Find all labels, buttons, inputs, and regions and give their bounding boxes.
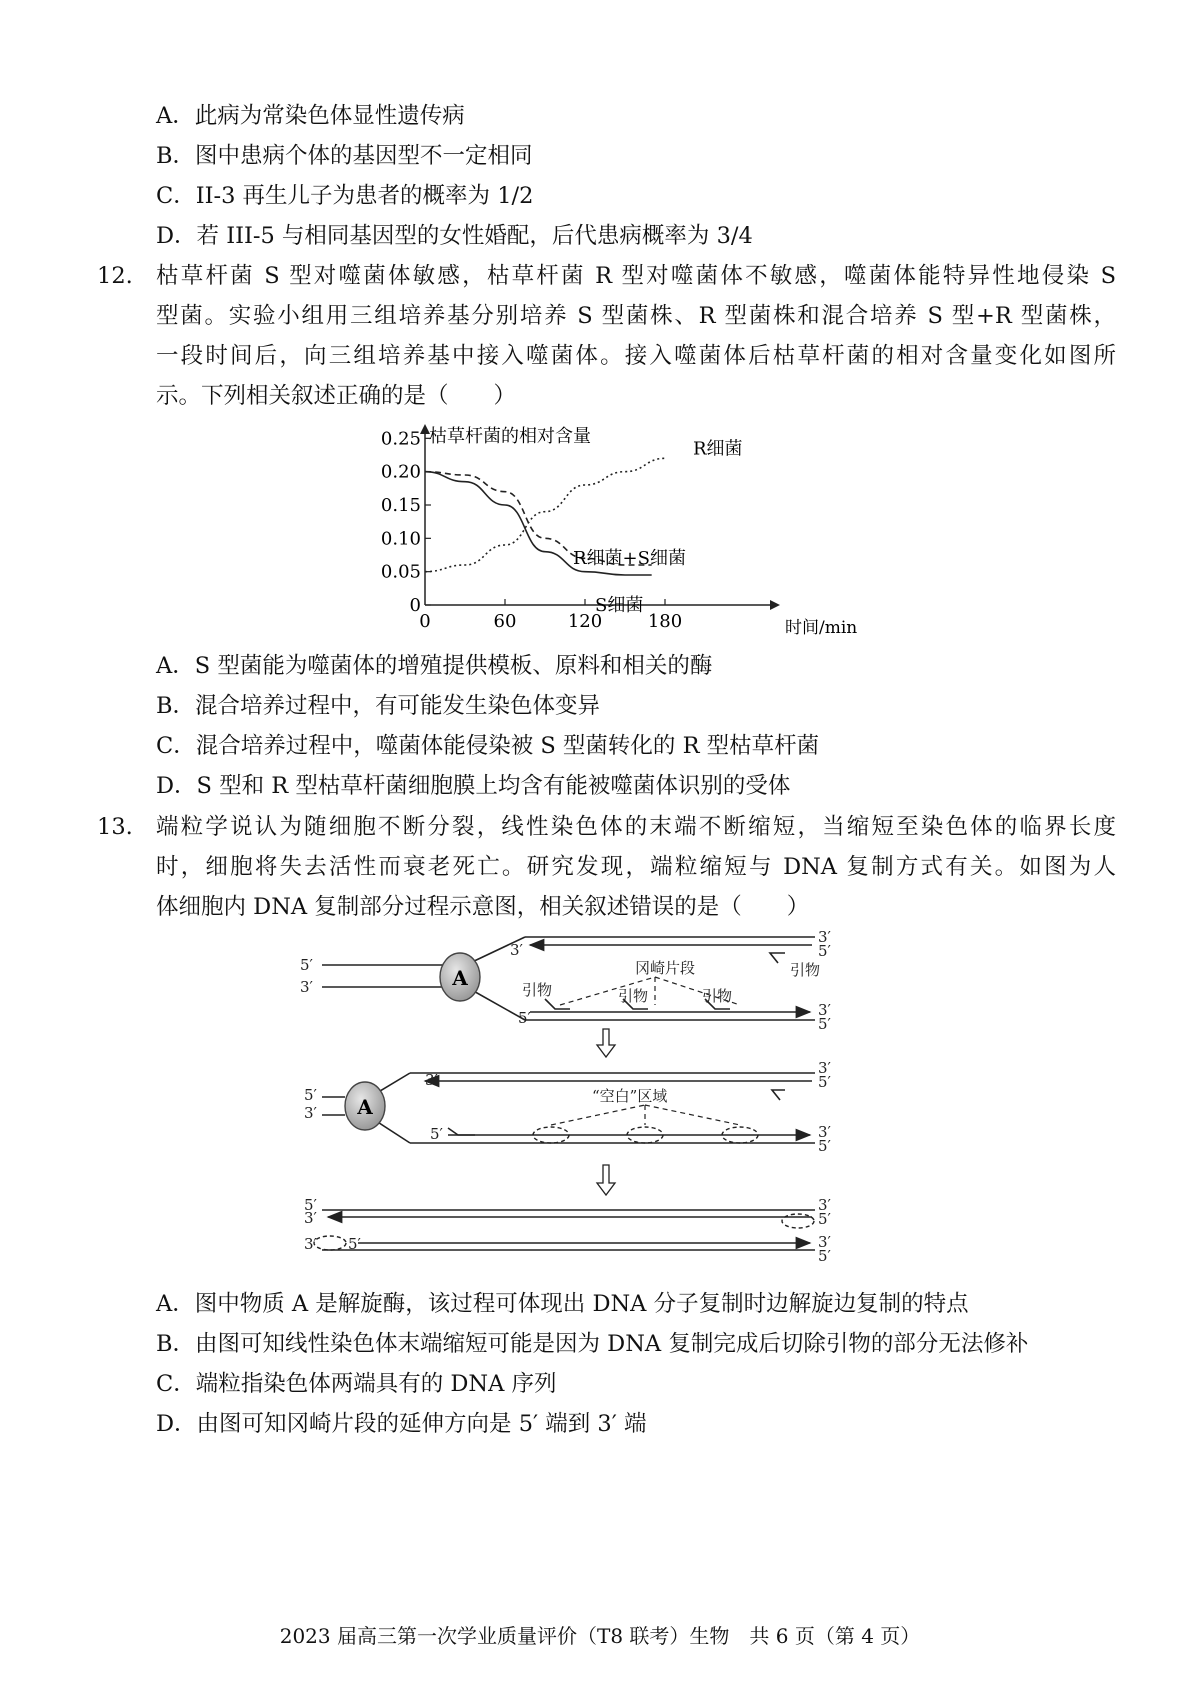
end-label: 5′ <box>818 1073 831 1091</box>
x-axis-arrow <box>770 600 780 610</box>
end-label: 5′ <box>430 1125 443 1143</box>
end-label: 3′ <box>818 1233 831 1251</box>
q13-option-d: D．由图可知冈崎片段的延伸方向是 5′ 端到 3′ 端 <box>156 1411 647 1437</box>
helicase-label: A <box>452 966 468 990</box>
end-label: 5′ <box>818 1210 831 1228</box>
y-tick-label: 0.20 <box>380 461 421 483</box>
end-label: 3′ <box>304 1209 317 1227</box>
q12-option-d: D．S 型和 R 型枯草杆菌细胞膜上均含有能被噬菌体识别的受体 <box>156 773 791 799</box>
bacteria-chart <box>370 420 858 650</box>
q12-stem-line: 示。下列相关叙述正确的是（ ） <box>156 383 517 409</box>
q13-option-b: B．由图可知线性染色体末端缩短可能是因为 DNA 复制完成后切除引物的部分无法修补 <box>156 1331 1029 1357</box>
end-label: 5′ <box>518 1009 531 1027</box>
q11-option-c: C．II-3 再生儿子为患者的概率为 1/2 <box>156 183 534 209</box>
x-axis-title: 时间/min <box>785 618 858 638</box>
primer-label: 引物 <box>522 981 553 999</box>
okazaki-label: 冈崎片段 <box>635 959 696 977</box>
series-label: S细菌 <box>595 595 644 616</box>
x-tick-label: 60 <box>493 611 517 632</box>
q11-option-d: D．若 III-5 与相同基因型的女性婚配，后代患病概率为 3/4 <box>156 223 753 249</box>
end-label: 3′ <box>425 1071 438 1089</box>
gap-label: “空白”区域 <box>592 1087 668 1105</box>
end-label: 3′ <box>818 928 831 946</box>
q12-option-c: C．混合培养过程中，噬菌体能侵染被 S 型菌转化的 R 型枯草杆菌 <box>156 733 820 759</box>
q13-option-a: A．图中物质 A 是解旋酶，该过程可体现出 DNA 分子复制时边解旋边复制的特点 <box>156 1291 969 1317</box>
series-label: R细菌 <box>693 438 743 460</box>
q12-number: 12. <box>97 263 133 289</box>
y-tick-label: 0 <box>409 595 421 616</box>
helicase-label: A <box>357 1095 373 1119</box>
page-footer: 2023 届高三第一次学业质量评价（T8 联考）生物 共 6 页（第 4 页） <box>279 1624 921 1648</box>
end-label: 5′ <box>818 1137 831 1155</box>
series-label: R细菌+S细菌 <box>573 548 686 569</box>
q11-option-b: B．图中患病个体的基因型不一定相同 <box>156 143 533 169</box>
y-axis-title: 枯草杆菌的相对含量 <box>429 426 591 447</box>
end-label: 3′ <box>304 1104 317 1122</box>
end-label: 5′ <box>818 1247 831 1265</box>
end-label: 5′ <box>818 942 831 960</box>
end-label: 3′ <box>818 1196 831 1214</box>
q11-option-a: A．此病为常染色体显性遗传病 <box>156 103 465 129</box>
end-label: 3′ <box>818 1001 831 1019</box>
q12-stem-line: 枯草杆菌 S 型对噬菌体敏感，枯草杆菌 R 型对噬菌体不敏感，噬菌体能特异性地侵染 S <box>156 263 1116 289</box>
q12-option-a: A．S 型菌能为噬菌体的增殖提供模板、原料和相关的酶 <box>156 653 713 679</box>
q13-number: 13. <box>97 814 133 840</box>
end-label: 3′ <box>510 941 523 959</box>
x-tick-label: 180 <box>647 611 683 632</box>
y-tick-label: 0.05 <box>380 561 421 583</box>
end-label: 5′ <box>300 956 313 974</box>
y-tick-label: 0.15 <box>380 495 421 516</box>
x-tick-label: 120 <box>567 611 603 632</box>
dna-replication-diagram <box>300 925 920 1275</box>
primer-label: 引物 <box>702 987 733 1005</box>
end-label: 5′ <box>818 1015 831 1033</box>
q12-option-b: B．混合培养过程中，有可能发生染色体变异 <box>156 693 601 719</box>
y-tick-label: 0.10 <box>380 528 421 550</box>
end-label: 3′ <box>300 978 313 996</box>
q13-option-c: C．端粒指染色体两端具有的 DNA 序列 <box>156 1371 557 1397</box>
primer-label: 引物 <box>790 961 821 979</box>
q12-stem-line: 一段时间后，向三组培养基中接入噬菌体。接入噬菌体后枯草杆菌的相对含量变化如图所 <box>156 343 1116 369</box>
q13-stem-line: 时，细胞将失去活性而衰老死亡。研究发现，端粒缩短与 DNA 复制方式有关。如图为人 <box>156 854 1116 880</box>
q13-stem-line: 体细胞内 DNA 复制部分过程示意图，相关叙述错误的是（ ） <box>156 894 810 920</box>
end-label: 3′ <box>818 1123 831 1141</box>
end-label: 5′ <box>348 1235 361 1253</box>
q12-stem-line: 型菌。实验小组用三组培养基分别培养 S 型菌株、R 型菌株和混合培养 S 型+R 型菌株， <box>156 303 1116 329</box>
q13-stem-line: 端粒学说认为随细胞不断分裂，线性染色体的末端不断缩短，当缩短至染色体的临界长度 <box>156 814 1116 840</box>
end-label: 3′ <box>304 1235 317 1253</box>
y-tick-label: 0.25 <box>380 428 421 450</box>
end-label: 5′ <box>304 1086 317 1104</box>
end-label: 5′ <box>304 1196 317 1214</box>
end-label: 3′ <box>818 1059 831 1077</box>
primer-label: 引物 <box>618 987 649 1005</box>
x-tick-label: 0 <box>419 611 431 632</box>
